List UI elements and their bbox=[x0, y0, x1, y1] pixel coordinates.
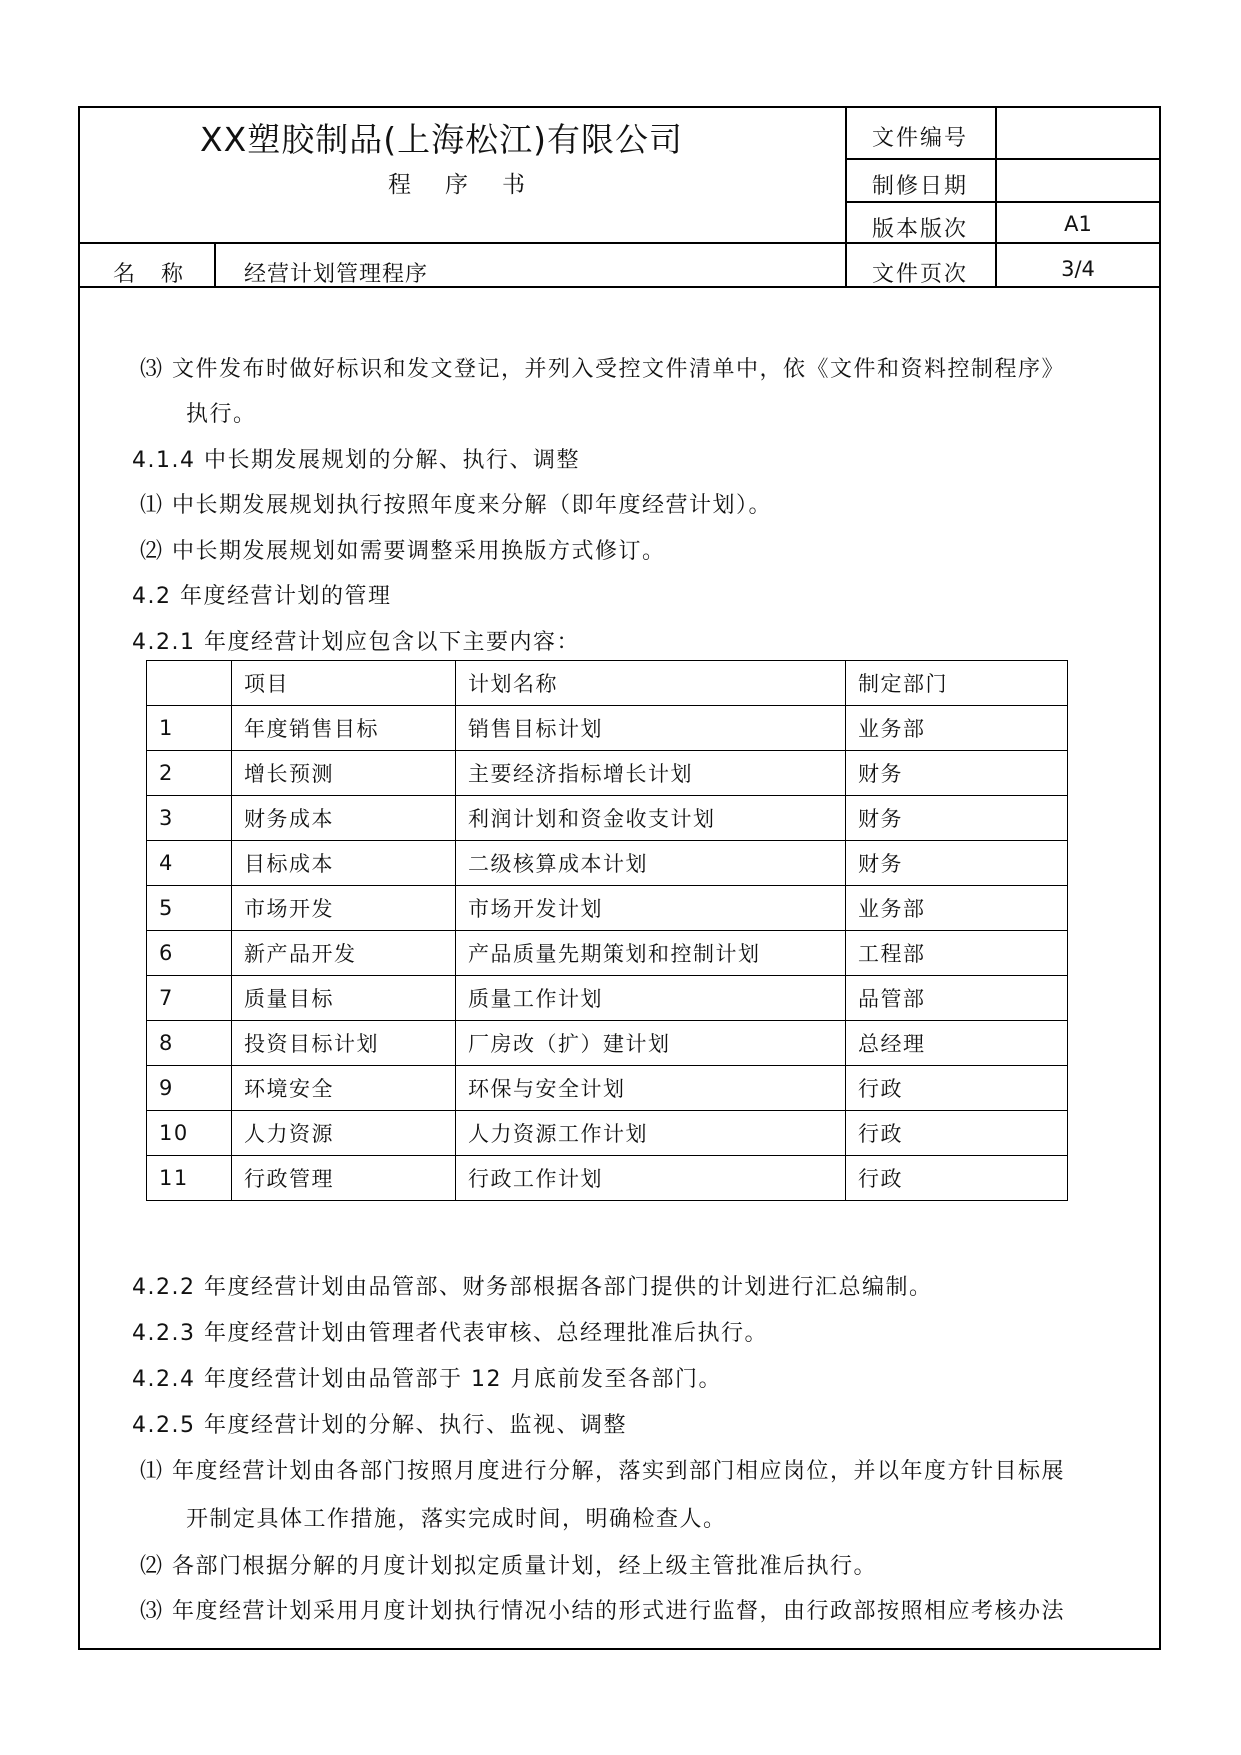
table-cell: 行政管理 bbox=[232, 1156, 456, 1201]
table-row bbox=[147, 1066, 1068, 1111]
table-cell: 11 bbox=[147, 1156, 232, 1201]
section-4-2-5-heading: 4.2.5 年度经营计划的分解、执行、监视、调整 bbox=[132, 1413, 627, 1438]
section-4-2-3: 4.2.3 年度经营计划由管理者代表审核、总经理批准后执行。 bbox=[132, 1321, 768, 1346]
table-cell: 环境安全 bbox=[232, 1066, 456, 1111]
section-4-1-4-item-1: ⑴ 中长期发展规划执行按照年度来分解（即年度经营计划）。 bbox=[140, 493, 772, 518]
table-cell: 质量工作计划 bbox=[456, 976, 846, 1021]
table-cell: 10 bbox=[147, 1111, 232, 1156]
meta-label-page: 文件页次 bbox=[872, 262, 969, 287]
table-row bbox=[147, 841, 1068, 886]
meta-label-file-number: 文件编号 bbox=[872, 126, 969, 151]
table-cell: 总经理 bbox=[846, 1021, 1068, 1066]
table-cell: 主要经济指标增长计划 bbox=[456, 751, 846, 796]
table-cell: 行政工作计划 bbox=[456, 1156, 846, 1201]
table-cell: 行政 bbox=[846, 1066, 1068, 1111]
document-type: 程序书 bbox=[388, 172, 559, 198]
name-label-divider bbox=[214, 243, 216, 287]
table-cell: 市场开发 bbox=[232, 886, 456, 931]
table-row bbox=[147, 886, 1068, 931]
table-cell: 新产品开发 bbox=[232, 931, 456, 976]
table-header-cell: 项目 bbox=[232, 661, 456, 706]
table-cell: 6 bbox=[147, 931, 232, 976]
business-plan-table bbox=[146, 660, 1068, 1201]
table-cell: 4 bbox=[147, 841, 232, 886]
table-cell: 年度销售目标 bbox=[232, 706, 456, 751]
paragraph-3-line1: ⑶ 文件发布时做好标识和发文登记，并列入受控文件清单中，依《文件和资料控制程序》 bbox=[140, 357, 1065, 382]
section-4-2-5-item-3: ⑶ 年度经营计划采用月度计划执行情况小结的形式进行监督，由行政部按照相应考核办法 bbox=[140, 1599, 1065, 1624]
table-cell: 利润计划和资金收支计划 bbox=[456, 796, 846, 841]
header-bottom-rule bbox=[78, 242, 1161, 244]
table-cell: 1 bbox=[147, 706, 232, 751]
table-cell: 市场开发计划 bbox=[456, 886, 846, 931]
section-4-1-4-item-2: ⑵ 中长期发展规划如需要调整采用换版方式修订。 bbox=[140, 539, 666, 564]
table-cell: 5 bbox=[147, 886, 232, 931]
table-cell: 业务部 bbox=[846, 706, 1068, 751]
table-row bbox=[147, 931, 1068, 976]
meta-column-divider bbox=[845, 106, 847, 287]
table-cell: 3 bbox=[147, 796, 232, 841]
meta-label-revision-date: 制修日期 bbox=[872, 174, 969, 199]
table-header-cell bbox=[147, 661, 232, 706]
meta-row-rule-2 bbox=[845, 201, 1161, 203]
table-cell: 环保与安全计划 bbox=[456, 1066, 846, 1111]
table-row bbox=[147, 1111, 1068, 1156]
table-row bbox=[147, 796, 1068, 841]
table-cell: 8 bbox=[147, 1021, 232, 1066]
table-cell: 二级核算成本计划 bbox=[456, 841, 846, 886]
section-4-2-5-item-2: ⑵ 各部门根据分解的月度计划拟定质量计划，经上级主管批准后执行。 bbox=[140, 1554, 877, 1579]
section-4-2-5-item-1-line2: 开制定具体工作措施，落实完成时间，明确检查人。 bbox=[186, 1507, 727, 1532]
section-4-2-4: 4.2.4 年度经营计划由品管部于 12 月底前发至各部门。 bbox=[132, 1367, 722, 1392]
table-row bbox=[147, 976, 1068, 1021]
section-4-1-4-heading: 4.1.4 中长期发展规划的分解、执行、调整 bbox=[132, 448, 580, 473]
table-cell: 目标成本 bbox=[232, 841, 456, 886]
table-cell: 财务 bbox=[846, 841, 1068, 886]
table-cell: 增长预测 bbox=[232, 751, 456, 796]
table-header-cell: 计划名称 bbox=[456, 661, 846, 706]
meta-value-version: A1 bbox=[1064, 212, 1092, 236]
table-row bbox=[147, 751, 1068, 796]
table-cell: 业务部 bbox=[846, 886, 1068, 931]
company-name: XX塑胶制品(上海松江)有限公司 bbox=[200, 120, 683, 159]
table-cell: 厂房改（扩）建计划 bbox=[456, 1021, 846, 1066]
table-row bbox=[147, 1021, 1068, 1066]
table-cell: 7 bbox=[147, 976, 232, 1021]
meta-label-version: 版本版次 bbox=[872, 217, 969, 242]
table-cell: 质量目标 bbox=[232, 976, 456, 1021]
procedure-name: 经营计划管理程序 bbox=[244, 262, 429, 287]
section-4-2-5-item-1-line1: ⑴ 年度经营计划由各部门按照月度进行分解，落实到部门相应岗位，并以年度方针目标展 bbox=[140, 1459, 1065, 1484]
paragraph-3-line2: 执行。 bbox=[186, 402, 257, 427]
section-4-2-2: 4.2.2 年度经营计划由品管部、财务部根据各部门提供的计划进行汇总编制。 bbox=[132, 1275, 933, 1300]
meta-value-page: 3/4 bbox=[1061, 257, 1095, 281]
table-cell: 人力资源 bbox=[232, 1111, 456, 1156]
table-cell: 财务成本 bbox=[232, 796, 456, 841]
table-cell: 品管部 bbox=[846, 976, 1068, 1021]
name-label: 名称 bbox=[113, 262, 210, 287]
table-cell: 财务 bbox=[846, 751, 1068, 796]
table-row bbox=[147, 1156, 1068, 1201]
table-cell: 9 bbox=[147, 1066, 232, 1111]
table-cell: 销售目标计划 bbox=[456, 706, 846, 751]
table-row bbox=[147, 706, 1068, 751]
table-cell: 投资目标计划 bbox=[232, 1021, 456, 1066]
meta-row-rule-1 bbox=[845, 158, 1161, 160]
table-cell: 财务 bbox=[846, 796, 1068, 841]
table-cell: 人力资源工作计划 bbox=[456, 1111, 846, 1156]
table-cell: 产品质量先期策划和控制计划 bbox=[456, 931, 846, 976]
table-cell: 行政 bbox=[846, 1111, 1068, 1156]
name-row-bottom-rule bbox=[78, 286, 1161, 288]
table-header-row bbox=[147, 661, 1068, 706]
table-cell: 工程部 bbox=[846, 931, 1068, 976]
section-4-2-heading: 4.2 年度经营计划的管理 bbox=[132, 584, 392, 609]
section-4-2-1-heading: 4.2.1 年度经营计划应包含以下主要内容： bbox=[132, 630, 580, 655]
table-header-cell: 制定部门 bbox=[846, 661, 1068, 706]
table-cell: 2 bbox=[147, 751, 232, 796]
table-cell: 行政 bbox=[846, 1156, 1068, 1201]
